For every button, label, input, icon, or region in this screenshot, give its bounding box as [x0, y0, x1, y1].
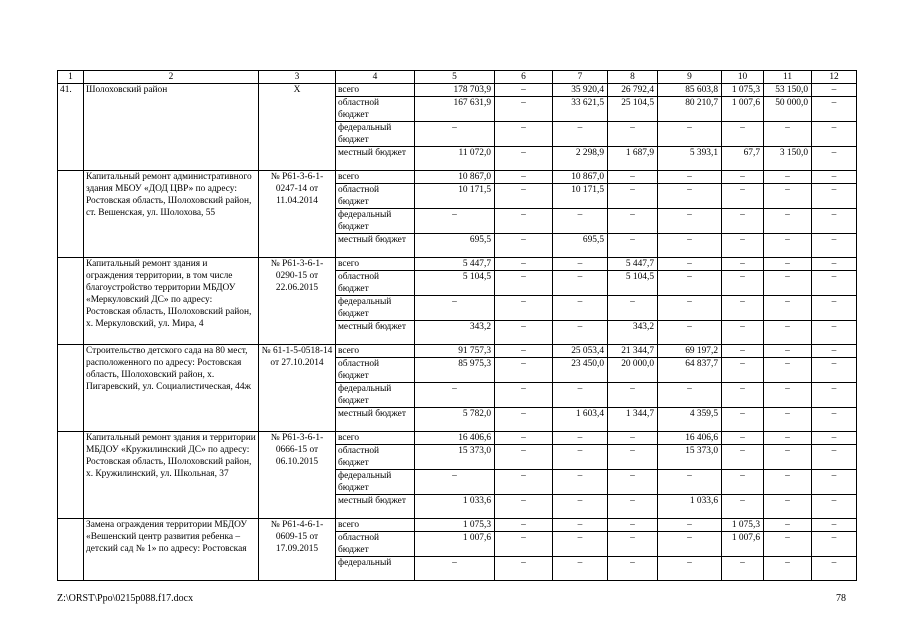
value-cell: 1 033,6 [415, 495, 495, 519]
value-cell: – [495, 383, 553, 408]
value-cell: – [415, 122, 495, 147]
value-cell: – [722, 271, 764, 296]
value-cell: – [722, 557, 764, 581]
funding-source-label: всего [336, 84, 415, 97]
value-cell: – [415, 296, 495, 321]
value-cell: – [812, 171, 857, 184]
value-cell: – [764, 432, 812, 445]
value-cell: – [495, 408, 553, 432]
value-cell: – [722, 209, 764, 234]
value-cell: 4 359,5 [658, 408, 722, 432]
value-cell: – [812, 122, 857, 147]
value-cell: – [764, 171, 812, 184]
value-cell: – [812, 557, 857, 581]
value-cell: 5 104,5 [415, 271, 495, 296]
value-cell: – [764, 408, 812, 432]
value-cell: – [764, 519, 812, 532]
value-cell: – [658, 209, 722, 234]
value-cell: – [495, 532, 553, 557]
column-number-10: 10 [722, 71, 764, 84]
value-cell: 343,2 [415, 321, 495, 345]
page-number: 78 [836, 593, 846, 604]
value-cell: – [764, 122, 812, 147]
value-cell: – [495, 321, 553, 345]
value-cell: – [812, 234, 857, 258]
value-cell: – [495, 495, 553, 519]
value-cell: – [812, 271, 857, 296]
funding-source-label: федеральный бюджет [336, 122, 415, 147]
value-cell: – [764, 209, 812, 234]
value-cell: 91 757,3 [415, 345, 495, 358]
value-cell: 695,5 [553, 234, 608, 258]
value-cell: – [415, 209, 495, 234]
value-cell: – [495, 271, 553, 296]
object-name: Замена ограждения территории МБДОУ «Вешенский центр развития ребенка – детский сад № 1» по адресу: Ростовская [84, 519, 259, 581]
value-cell: 53 150,0 [764, 84, 812, 97]
value-cell: – [812, 383, 857, 408]
value-cell: – [722, 296, 764, 321]
funding-source-label: федеральный [336, 557, 415, 581]
value-cell: 80 210,7 [658, 97, 722, 122]
value-cell: – [812, 184, 857, 209]
row-number [58, 258, 84, 345]
table-row [58, 432, 857, 445]
value-cell: 25 053,4 [553, 345, 608, 358]
value-cell: – [764, 358, 812, 383]
value-cell: – [608, 122, 658, 147]
value-cell: – [553, 383, 608, 408]
value-cell: 1 033,6 [658, 495, 722, 519]
value-cell: – [812, 532, 857, 557]
value-cell: – [764, 321, 812, 345]
value-cell: – [608, 532, 658, 557]
column-number-4: 4 [336, 71, 415, 84]
column-number-1: 1 [58, 71, 84, 84]
value-cell: 10 171,5 [553, 184, 608, 209]
value-cell: – [812, 84, 857, 97]
value-cell: – [722, 445, 764, 470]
value-cell: – [722, 171, 764, 184]
document-reference: № Р61-3-6-1-0247-14 от 11.04.2014 [259, 171, 336, 258]
value-cell: 85 975,3 [415, 358, 495, 383]
value-cell: – [495, 470, 553, 495]
value-cell: – [722, 122, 764, 147]
value-cell: – [415, 470, 495, 495]
value-cell: – [658, 184, 722, 209]
funding-source-label: областной бюджет [336, 445, 415, 470]
value-cell: – [658, 234, 722, 258]
value-cell: – [658, 296, 722, 321]
value-cell: – [764, 445, 812, 470]
object-name: Капитальный ремонт здания и территории МБДОУ «Кружилинский ДС» по адресу: Ростовская область, Шолоховский район, х. Кружилинский, ул. Школьная, 37 [84, 432, 259, 519]
value-cell: – [608, 519, 658, 532]
value-cell: – [415, 383, 495, 408]
value-cell: – [812, 209, 857, 234]
table-row [58, 171, 857, 184]
value-cell: – [608, 383, 658, 408]
document-reference: № Р61-3-6-1-0290-15 от 22.06.2015 [259, 258, 336, 345]
value-cell: – [658, 383, 722, 408]
value-cell: – [722, 258, 764, 271]
value-cell: – [553, 519, 608, 532]
value-cell: 20 000,0 [608, 358, 658, 383]
value-cell: 26 792,4 [608, 84, 658, 97]
funding-source-label: областной бюджет [336, 184, 415, 209]
value-cell: 1 007,6 [415, 532, 495, 557]
value-cell: 21 344,7 [608, 345, 658, 358]
funding-source-label: всего [336, 432, 415, 445]
value-cell: – [764, 557, 812, 581]
value-cell: 11 072,0 [415, 147, 495, 171]
value-cell: – [658, 470, 722, 495]
value-cell: 67,7 [722, 147, 764, 171]
footer-file-path: Z:\ORST\Ppo\0215p088.f17.docx [57, 593, 194, 604]
value-cell: – [812, 147, 857, 171]
funding-source-label: областной бюджет [336, 97, 415, 122]
value-cell: – [658, 122, 722, 147]
value-cell: 1 007,6 [722, 532, 764, 557]
value-cell: 5 104,5 [608, 271, 658, 296]
value-cell: 10 867,0 [415, 171, 495, 184]
value-cell: – [722, 358, 764, 383]
row-number [58, 171, 84, 258]
value-cell: – [608, 234, 658, 258]
value-cell: 343,2 [608, 321, 658, 345]
value-cell: 178 703,9 [415, 84, 495, 97]
object-name: Капитальный ремонт административного здания МБОУ «ДОД ЦВР» по адресу: Ростовская область, Шолоховский район, ст. Вешенская, ул. Шолохова, 55 [84, 171, 259, 258]
funding-source-label: областной бюджет [336, 532, 415, 557]
value-cell: 5 447,7 [608, 258, 658, 271]
value-cell: 23 450,0 [553, 358, 608, 383]
row-number: 41. [58, 84, 84, 171]
table-row [58, 84, 857, 97]
value-cell: – [764, 296, 812, 321]
value-cell: – [722, 234, 764, 258]
column-number-2: 2 [84, 71, 259, 84]
funding-source-label: местный бюджет [336, 234, 415, 258]
funding-source-label: федеральный бюджет [336, 383, 415, 408]
value-cell: 167 631,9 [415, 97, 495, 122]
document-reference: № Р61-4-6-1-0609-15 от 17.09.2015 [259, 519, 336, 581]
value-cell: – [812, 408, 857, 432]
funding-source-label: всего [336, 519, 415, 532]
value-cell: 3 150,0 [764, 147, 812, 171]
column-number-9: 9 [658, 71, 722, 84]
value-cell: – [553, 271, 608, 296]
value-cell: – [553, 445, 608, 470]
table-row [58, 519, 857, 532]
value-cell: – [608, 296, 658, 321]
funding-source-label: местный бюджет [336, 495, 415, 519]
value-cell: – [764, 258, 812, 271]
value-cell: – [658, 258, 722, 271]
funding-source-label: всего [336, 345, 415, 358]
object-name: Капитальный ремонт здания и ограждения территории, в том числе благоустройство территории МБДОУ «Меркуловский ДС» по адресу: Ростовская область, Шолоховский район, х. Меркуловский, ул. Мира, 4 [84, 258, 259, 345]
value-cell: – [495, 184, 553, 209]
column-number-3: 3 [259, 71, 336, 84]
value-cell: – [658, 557, 722, 581]
value-cell: – [608, 557, 658, 581]
value-cell: 16 406,6 [658, 432, 722, 445]
value-cell: – [495, 122, 553, 147]
value-cell: 10 171,5 [415, 184, 495, 209]
value-cell: – [764, 383, 812, 408]
funding-source-label: местный бюджет [336, 321, 415, 345]
value-cell: 10 867,0 [553, 171, 608, 184]
value-cell: – [658, 519, 722, 532]
value-cell: 69 197,2 [658, 345, 722, 358]
value-cell: – [553, 321, 608, 345]
column-number-7: 7 [553, 71, 608, 84]
column-number-5: 5 [415, 71, 495, 84]
value-cell: 35 920,4 [553, 84, 608, 97]
value-cell: – [495, 445, 553, 470]
document-reference: Х [259, 84, 336, 171]
value-cell: – [722, 495, 764, 519]
value-cell: – [764, 345, 812, 358]
value-cell: – [764, 470, 812, 495]
value-cell: – [812, 495, 857, 519]
value-cell: 1 075,3 [722, 519, 764, 532]
value-cell: – [495, 358, 553, 383]
value-cell: – [608, 495, 658, 519]
value-cell: – [553, 557, 608, 581]
value-cell: – [722, 184, 764, 209]
value-cell: – [812, 296, 857, 321]
value-cell: 64 837,7 [658, 358, 722, 383]
value-cell: – [495, 234, 553, 258]
funding-source-label: всего [336, 171, 415, 184]
value-cell: – [764, 184, 812, 209]
funding-source-label: областной бюджет [336, 271, 415, 296]
value-cell: 5 782,0 [415, 408, 495, 432]
value-cell: – [495, 557, 553, 581]
value-cell: 15 373,0 [658, 445, 722, 470]
value-cell: – [495, 296, 553, 321]
value-cell: – [764, 234, 812, 258]
value-cell: – [495, 432, 553, 445]
value-cell: – [495, 97, 553, 122]
column-number-6: 6 [495, 71, 553, 84]
value-cell: 5 447,7 [415, 258, 495, 271]
value-cell: 1 007,6 [722, 97, 764, 122]
value-cell: – [722, 321, 764, 345]
value-cell: – [658, 271, 722, 296]
value-cell: – [608, 445, 658, 470]
value-cell: – [553, 470, 608, 495]
value-cell: 15 373,0 [415, 445, 495, 470]
table-row [58, 345, 857, 358]
object-name: Строительство детского сада на 80 мест, расположенного по адресу: Ростовская область, Шолоховский район, х. Пигаревский, ул. Социалистическая, 44ж [84, 345, 259, 432]
value-cell: – [553, 209, 608, 234]
value-cell: 33 621,5 [553, 97, 608, 122]
value-cell: – [658, 321, 722, 345]
column-number-11: 11 [764, 71, 812, 84]
value-cell: – [812, 321, 857, 345]
value-cell: – [553, 296, 608, 321]
value-cell: – [764, 532, 812, 557]
value-cell: – [415, 557, 495, 581]
value-cell: – [495, 345, 553, 358]
row-number [58, 345, 84, 432]
value-cell: – [608, 470, 658, 495]
value-cell: 695,5 [415, 234, 495, 258]
value-cell: – [812, 445, 857, 470]
value-cell: 16 406,6 [415, 432, 495, 445]
value-cell: – [658, 532, 722, 557]
value-cell: – [553, 532, 608, 557]
value-cell: – [553, 258, 608, 271]
table-row [58, 258, 857, 271]
funding-source-label: федеральный бюджет [336, 209, 415, 234]
document-reference: № Р61-3-6-1-0666-15 от 06.10.2015 [259, 432, 336, 519]
value-cell: – [553, 495, 608, 519]
value-cell: – [495, 171, 553, 184]
value-cell: – [553, 432, 608, 445]
value-cell: 50 000,0 [764, 97, 812, 122]
value-cell: – [553, 122, 608, 147]
funding-source-label: областной бюджет [336, 358, 415, 383]
funding-source-label: федеральный бюджет [336, 470, 415, 495]
value-cell: 5 393,1 [658, 147, 722, 171]
funding-source-label: местный бюджет [336, 147, 415, 171]
value-cell: – [658, 171, 722, 184]
value-cell: 85 603,8 [658, 84, 722, 97]
value-cell: – [812, 432, 857, 445]
row-number [58, 432, 84, 519]
funding-source-label: всего [336, 258, 415, 271]
value-cell: 1 687,9 [608, 147, 658, 171]
value-cell: 1 344,7 [608, 408, 658, 432]
value-cell: – [495, 209, 553, 234]
value-cell: – [495, 84, 553, 97]
funding-source-label: местный бюджет [336, 408, 415, 432]
budget-table [57, 70, 857, 581]
value-cell: – [722, 383, 764, 408]
value-cell: – [812, 358, 857, 383]
value-cell: – [764, 495, 812, 519]
value-cell: 1 075,3 [415, 519, 495, 532]
value-cell: – [812, 345, 857, 358]
value-cell: – [608, 209, 658, 234]
value-cell: – [812, 97, 857, 122]
row-number [58, 519, 84, 581]
object-name: Шолоховский район [84, 84, 259, 171]
value-cell: – [812, 519, 857, 532]
value-cell: – [608, 171, 658, 184]
value-cell: – [764, 271, 812, 296]
column-number-8: 8 [608, 71, 658, 84]
value-cell: – [608, 432, 658, 445]
value-cell: – [608, 184, 658, 209]
value-cell: – [495, 519, 553, 532]
value-cell: 2 298,9 [553, 147, 608, 171]
value-cell: – [495, 258, 553, 271]
value-cell: 25 104,5 [608, 97, 658, 122]
value-cell: – [812, 258, 857, 271]
column-number-12: 12 [812, 71, 857, 84]
header-row [58, 71, 857, 84]
value-cell: – [722, 470, 764, 495]
funding-source-label: федеральный бюджет [336, 296, 415, 321]
value-cell: – [812, 470, 857, 495]
value-cell: – [722, 345, 764, 358]
value-cell: 1 603,4 [553, 408, 608, 432]
value-cell: – [722, 432, 764, 445]
value-cell: – [722, 408, 764, 432]
value-cell: 1 075,3 [722, 84, 764, 97]
value-cell: – [495, 147, 553, 171]
document-reference: № 61-1-5-0518-14 от 27.10.2014 [259, 345, 336, 432]
